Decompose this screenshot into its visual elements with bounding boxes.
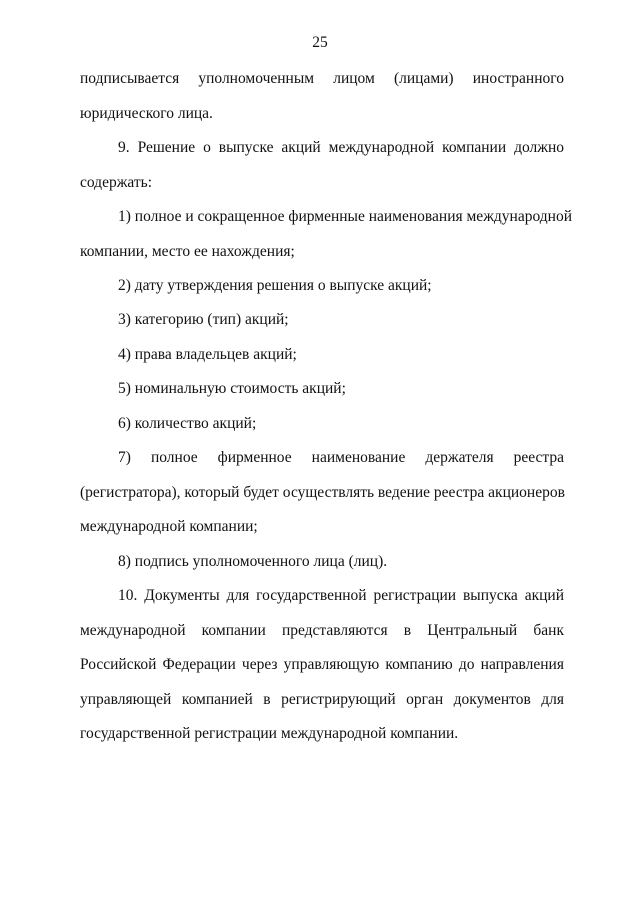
text-line: подписывается уполномоченным лицом (лицами) иностранного bbox=[80, 70, 564, 87]
text-line: 2) дату утверждения решения о выпуске акций; bbox=[118, 277, 432, 294]
paragraph-item-10 bbox=[80, 579, 564, 752]
list-item-2 bbox=[80, 269, 564, 304]
text-line: 9. Решение о выпуске акций международной компании должно bbox=[118, 139, 564, 156]
text-line: 5) номинальную стоимость акций; bbox=[118, 380, 346, 397]
text-line: 3) категорию (тип) акций; bbox=[118, 311, 289, 328]
text-line: 4) права владельцев акций; bbox=[118, 346, 297, 363]
text-line: управляющей компанией в регистрирующий орган документов для bbox=[80, 690, 564, 708]
list-item-3 bbox=[80, 303, 564, 338]
text-line: 1) полное и сокращенное фирменные наименования международной bbox=[118, 208, 572, 225]
text-line: международной компании; bbox=[80, 518, 258, 535]
list-item-4 bbox=[80, 338, 564, 373]
text-line: международной компании представляются в Центральный банк bbox=[80, 621, 564, 639]
text-line: 8) подпись уполномоченного лица (лиц). bbox=[118, 553, 388, 570]
text-line: Российской Федерации через управляющую компанию до направления bbox=[80, 656, 564, 673]
paragraph-item-9 bbox=[80, 131, 564, 200]
text-line: содержать: bbox=[80, 173, 153, 191]
text-line: 7) полное фирменное наименование держателя реестра bbox=[118, 449, 564, 466]
text-line: 6) количество акций; bbox=[118, 415, 257, 432]
list-item-6 bbox=[80, 407, 564, 442]
text-line: государственной регистрации международной компании. bbox=[80, 725, 459, 742]
text-line: (регистратора), который будет осуществлять ведение реестра акционеров bbox=[80, 483, 565, 501]
page-number: 25 bbox=[312, 34, 328, 51]
paragraph-continuation bbox=[80, 62, 564, 131]
list-item-7 bbox=[80, 441, 564, 545]
list-item-5 bbox=[80, 372, 564, 407]
list-item-1 bbox=[80, 200, 572, 269]
text-line: 10. Документы для государственной регистрации выпуска акций bbox=[118, 587, 564, 604]
list-item-8 bbox=[80, 545, 564, 580]
text-line: компании, место ее нахождения; bbox=[80, 242, 295, 260]
text-line: юридического лица. bbox=[80, 104, 213, 122]
